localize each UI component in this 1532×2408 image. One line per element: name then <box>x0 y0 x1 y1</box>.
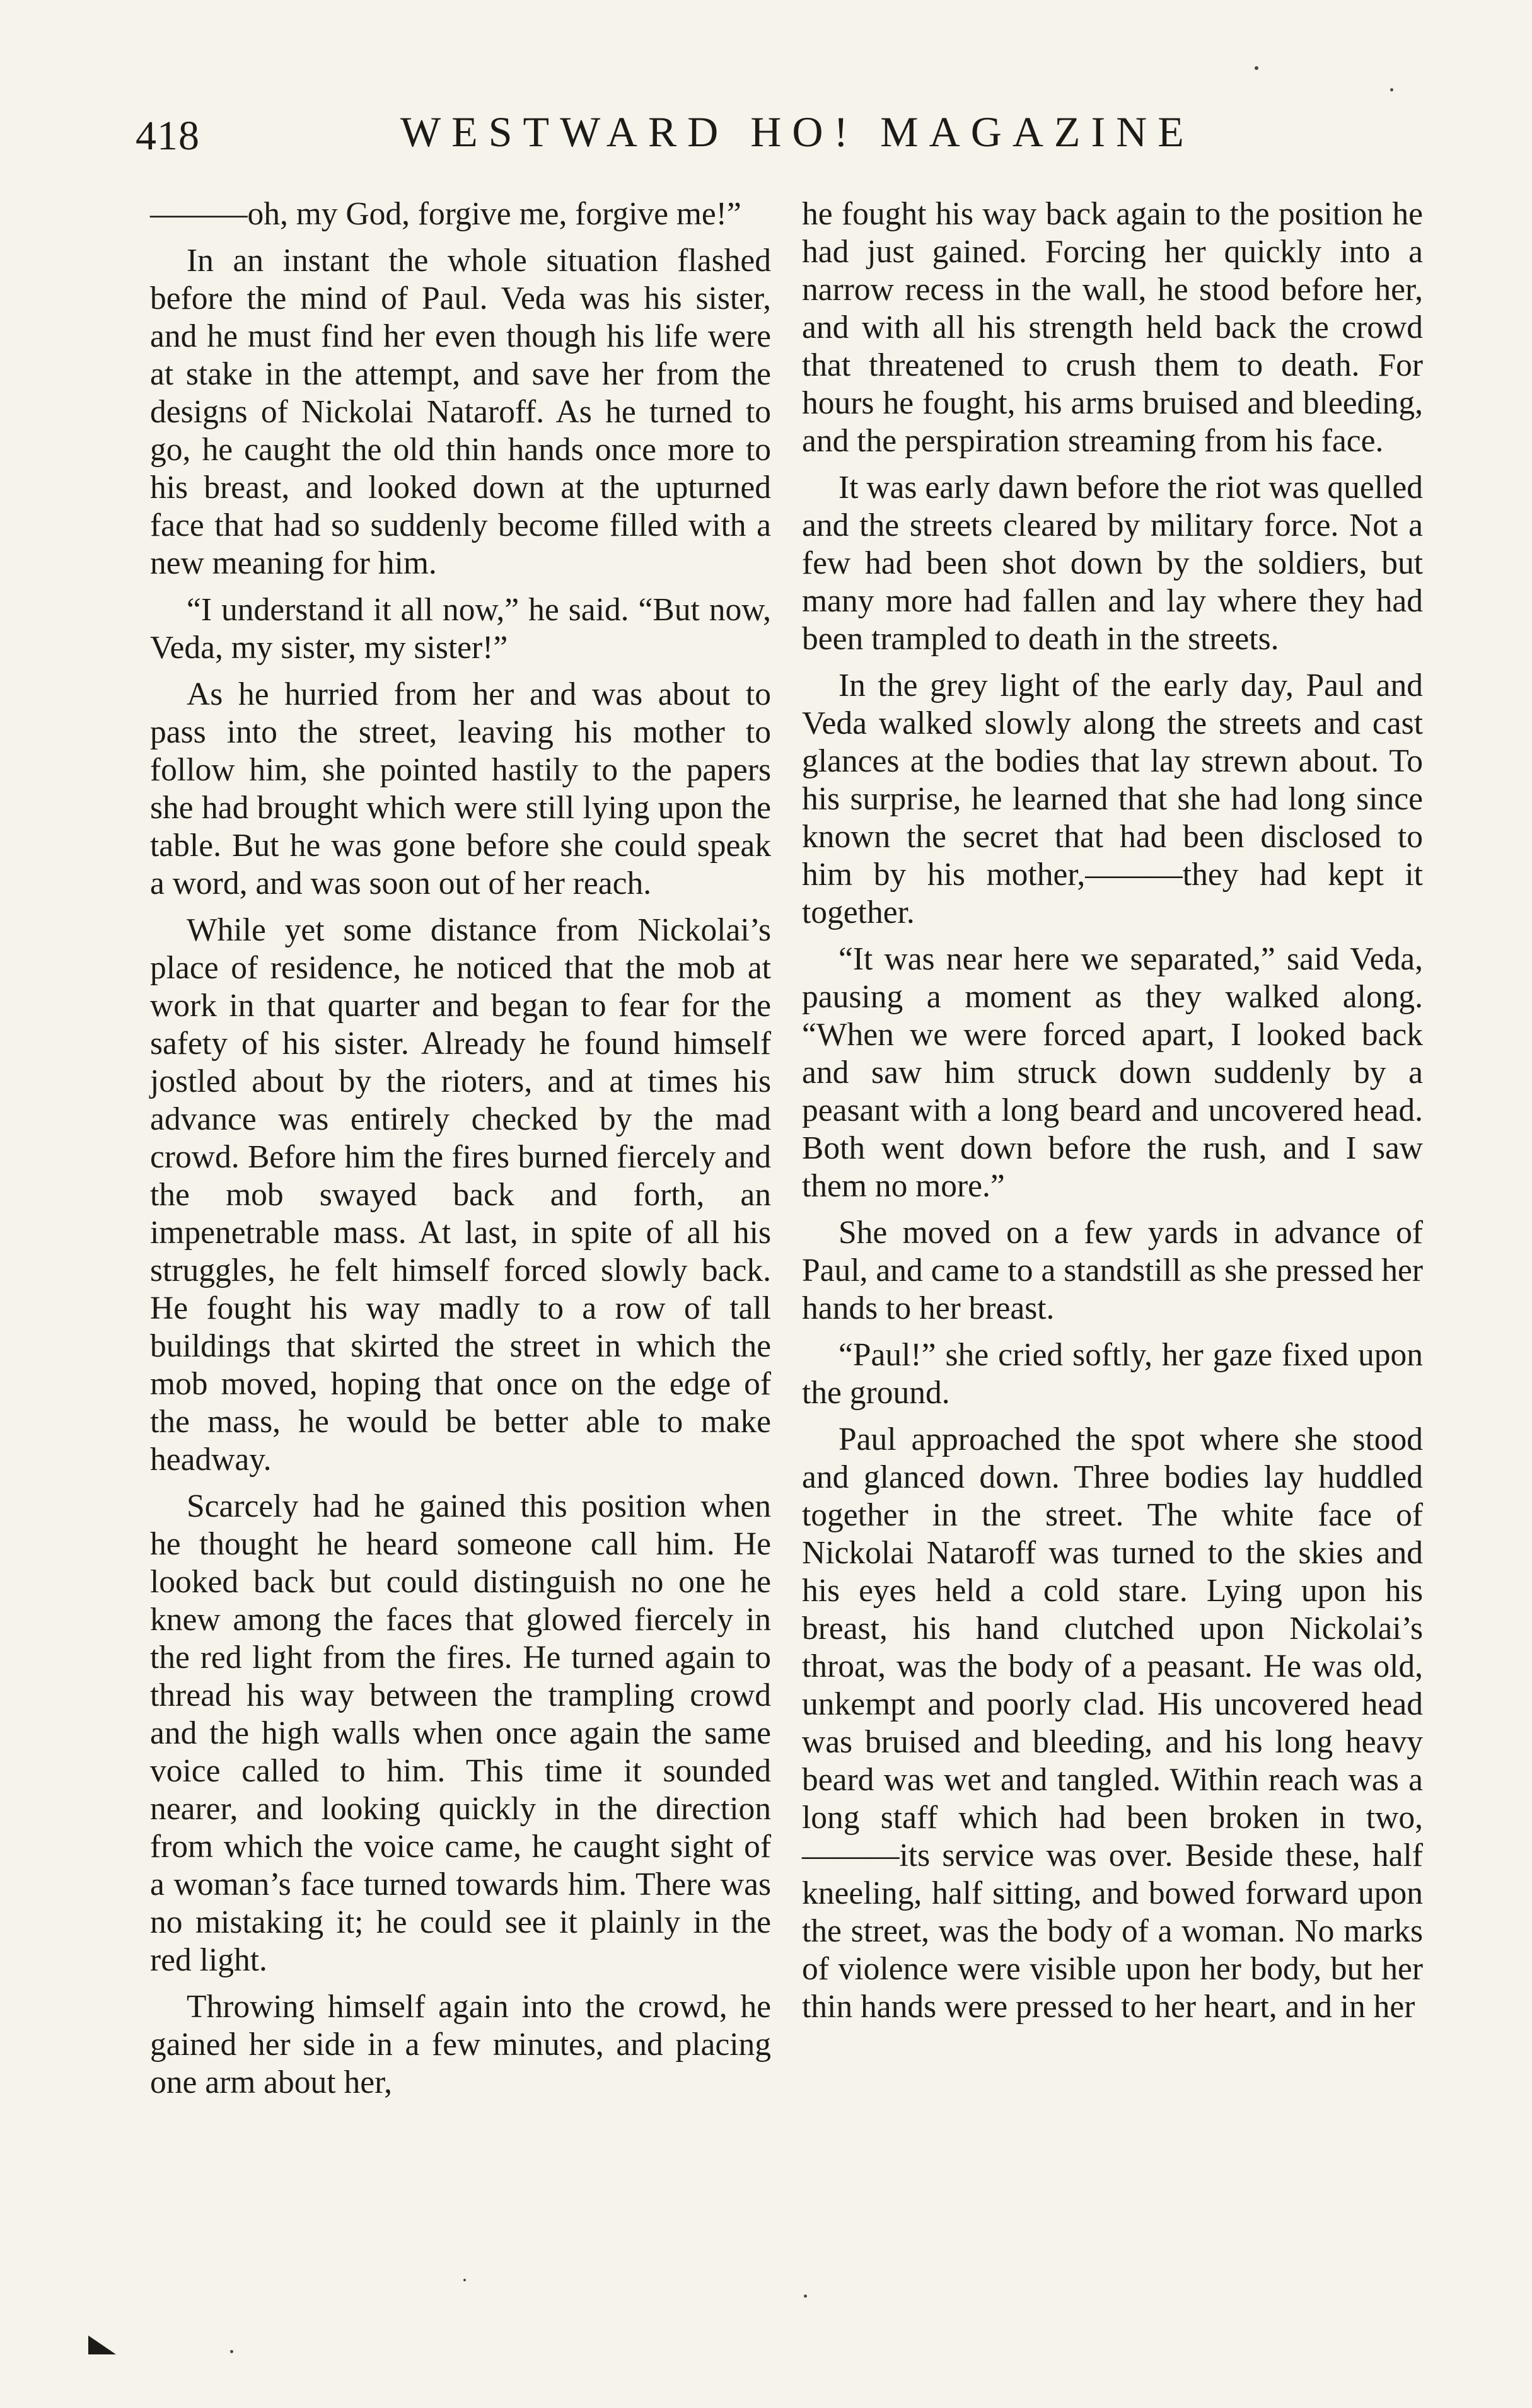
paragraph: “Paul!” she cried softly, her gaze fixed upon the ground. <box>802 1337 1423 1411</box>
ink-speck <box>1255 66 1258 70</box>
paragraph: It was early dawn before the riot was quelled and the streets cleared by military force. Not a few had been shot down by the soldiers, but many more had fallen and lay where they had been trampled to death in the streets. <box>802 470 1423 657</box>
paragraph: Throwing himself again into the crowd, he gained her side in a few minutes, and placing one arm about her, <box>150 1989 771 2100</box>
paragraph: Scarcely had he gained this position when he thought he heard someone call him. He looked back but could distinguish no one he knew among the faces that glowed fiercely in the red light from the fires. He turned again to thread his way between the trampling crowd and the high walls when once again the same voice called to him. This time it sounded nearer, and looking quickly in the direction from which the voice came, he caught sight of a woman’s face turned towards him. There was no mistaking it; he could see it plainly in the red light. <box>150 1488 771 1978</box>
corner-arrow-mark <box>88 2336 116 2354</box>
paragraph: Paul approached the spot where she stood and glanced down. Three bodies lay huddled together in the street. The white face of Nickolai Nataroff was turned to the skies and his eyes held a cold stare. Lying upon his breast, his hand clutched upon Nickolai’s throat, was the body of a peasant. He was old, unkempt and poorly clad. His uncovered head was bruised and bleeding, and his long heavy beard was wet and tangled. Within reach was a long staff which had been broken in two,———its service was over. Beside these, half kneeling, half sitting, and bowed forward upon the street, was the body of a woman. No marks of violence were visible upon her body, but her thin hands were pressed to her heart, and in her <box>802 1421 1423 2025</box>
paragraph: he fought his way back again to the position he had just gained. Forcing her quickly into a narrow recess in the wall, he stood before her, and with all his strength held back the crowd that threatened to crush them to death. For hours he fought, his arms bruised and bleeding, and the perspiration streaming from his face. <box>802 196 1423 459</box>
page-header <box>136 107 1434 177</box>
ink-speck <box>1390 88 1393 91</box>
page-number: 418 <box>136 113 200 159</box>
paragraph: “I understand it all now,” he said. “But now, Veda, my sister, my sister!” <box>150 592 771 666</box>
ink-speck <box>230 2350 233 2353</box>
paragraph: In the grey light of the early day, Paul and Veda walked slowly along the streets and cast glances at the bodies that lay strewn about. To his surprise, he learned that she had long since known the secret that had been disclosed to him by his mother,———they had kept it together. <box>802 668 1423 930</box>
left-column <box>150 195 771 2110</box>
paragraph: While yet some distance from Nickolai’s place of residence, he noticed that the mob at work in that quarter and began to fear for the safety of his sister. Already he found himself jostled about by the rioters, and at times his advance was entirely checked by the mad crowd. Before him the fires burned fiercely and the mob swayed back and forth, an impenetrable mass. At last, in spite of all his struggles, he felt himself forced slowly back. He fought his way madly to a row of tall buildings that skirted the street in which the mob moved, hoping that once on the edge of the mass, he would be better able to make headway. <box>150 912 771 1478</box>
paragraph: As he hurried from her and was about to pass into the street, leaving his mother to follow him, she pointed hastily to the papers she had brought which were still lying upon the table. But he was gone before she could speak a word, and was soon out of her reach. <box>150 676 771 901</box>
paragraph: “It was near here we separated,” said Veda, pausing a moment as they walked along. “When we were forced apart, I looked back and saw him struck down suddenly by a peasant with a long beard and uncovered head. Both went down before the rush, and I saw them no more.” <box>802 941 1423 1204</box>
running-title: WESTWARD HO! MAGAZINE <box>400 108 1195 156</box>
paragraph: She moved on a few yards in advance of Paul, and came to a standstill as she pressed her hands to her breast. <box>802 1215 1423 1326</box>
paragraph: In an instant the whole situation flashed before the mind of Paul. Veda was his sister, and he must find her even though his life were at stake in the attempt, and save her from the designs of Nickolai Nataroff. As he turned to go, he caught the old thin hands once more to his breast, and looked down at the upturned face that had so suddenly become filled with a new meaning for him. <box>150 243 771 581</box>
right-column <box>802 195 1423 2035</box>
ink-speck <box>463 2279 466 2281</box>
paragraph: ———oh, my God, forgive me, forgive me!” <box>150 196 741 232</box>
ink-speck <box>804 2295 807 2298</box>
